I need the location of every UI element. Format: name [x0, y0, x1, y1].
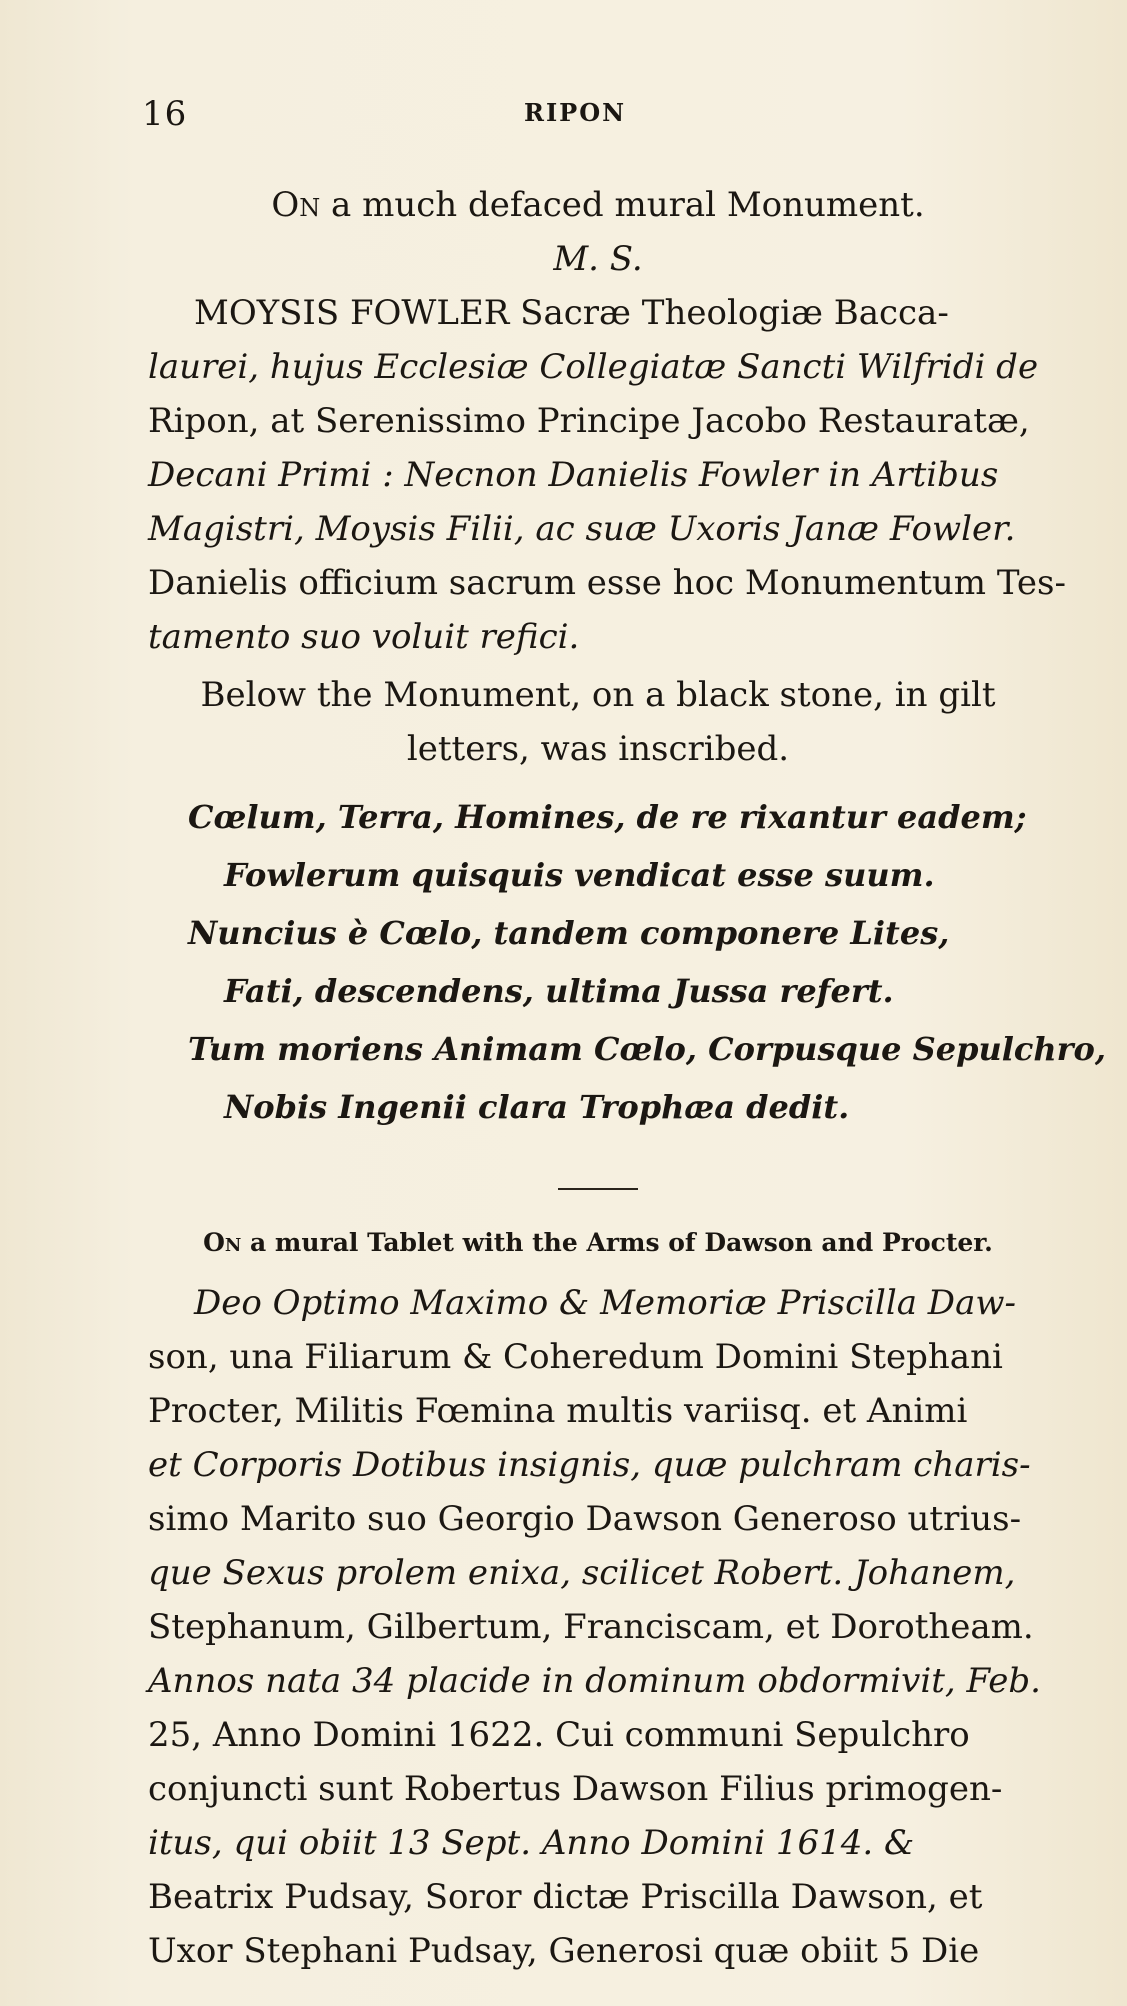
tablet-line: Deo Optimo Maximo & Memoriæ Priscilla Daw-	[194, 1283, 1016, 1323]
verse-line: Fati, descendens, ultima Jussa refert.	[224, 972, 894, 1010]
page-body	[148, 178, 1106, 1978]
tablet-line: Stephanum, Gilbertum, Franciscam, et Dorotheam.	[148, 1607, 1034, 1647]
tablet-line: Uxor Stephani Pudsay, Generosi quæ obiit 5 Die	[148, 1931, 980, 1971]
verse-line: Nobis Ingenii clara Trophæa dedit.	[224, 1088, 850, 1126]
section-divider	[558, 1188, 638, 1190]
running-head: RIPON	[524, 98, 627, 127]
tablet-line: Procter, Militis Fœmina multis variisq. et Animi	[148, 1391, 968, 1431]
tablet-heading	[148, 1218, 1048, 1268]
inscription-line: Magistri, Moysis Filii, ac suæ Uxoris Janæ Fowler.	[148, 509, 1016, 549]
tablet-heading-first: On	[203, 1228, 242, 1257]
tablet-inscription	[148, 1276, 1048, 1978]
inscription-line: Decani Primi : Necnon Danielis Fowler in Artibus	[148, 455, 999, 495]
below-monument-note	[148, 668, 1048, 776]
verse-line: Fowlerum quisquis vendicat esse suum.	[224, 856, 935, 894]
below-note-line-1: Below the Monument, on a black stone, in gilt	[200, 675, 996, 715]
epitaph-verse	[148, 788, 1106, 1136]
inscription-line: laurei, hujus Ecclesiæ Collegiatæ Sancti Wilfridi de	[148, 347, 1039, 387]
tablet-line: et Corporis Dotibus insignis, quæ pulchram charis-	[148, 1445, 1031, 1485]
tablet-line: 25, Anno Domini 1622. Cui communi Sepulchro	[148, 1715, 970, 1755]
inscription-line: tamento suo voluit refici.	[148, 617, 580, 657]
tablet-line: Annos nata 34 placide in dominum obdormivit, Feb.	[148, 1661, 1041, 1701]
verse-line: Cœlum, Terra, Homines, de re rixantur eadem;	[188, 798, 1027, 836]
verse-line: Nuncius è Cœlo, tandem componere Lites,	[188, 914, 950, 952]
verse-line: Tum moriens Animam Cœlo, Corpusque Sepulchro,	[188, 1030, 1106, 1068]
inscription-line: MOYSIS FOWLER Sacræ Theologiæ Bacca-	[194, 293, 949, 333]
inscription-line: Danielis officium sacrum esse hoc Monumentum Tes-	[148, 563, 1066, 603]
below-note-line-2: letters, was inscribed.	[406, 729, 790, 769]
monument-heading-first: On	[271, 185, 321, 225]
tablet-line: que Sexus prolem enixa, scilicet Robert. Johanem,	[148, 1553, 1016, 1593]
tablet-line: itus, qui obiit 13 Sept. Anno Domini 1614. &	[148, 1823, 915, 1863]
page-number: 16	[142, 94, 188, 134]
monument-heading	[148, 178, 1048, 232]
tablet-heading-rest: a mural Tablet with the Arms of Dawson and Procter.	[241, 1228, 993, 1257]
tablet-line: Beatrix Pudsay, Soror dictæ Priscilla Dawson, et	[148, 1877, 983, 1917]
tablet-line: conjuncti sunt Robertus Dawson Filius primogen-	[148, 1769, 1003, 1809]
tablet-line: son, una Filiarum & Coheredum Domini Stephani	[148, 1337, 1003, 1377]
tablet-line: simo Marito suo Georgio Dawson Generoso utrius-	[148, 1499, 1022, 1539]
monument-inscription	[148, 286, 1066, 664]
ms-abbreviation: M. S.	[553, 239, 643, 279]
inscription-line: Ripon, at Serenissimo Principe Jacobo Restauratæ,	[148, 401, 1030, 441]
monument-heading-rest: a much defaced mural Monument.	[320, 185, 925, 225]
